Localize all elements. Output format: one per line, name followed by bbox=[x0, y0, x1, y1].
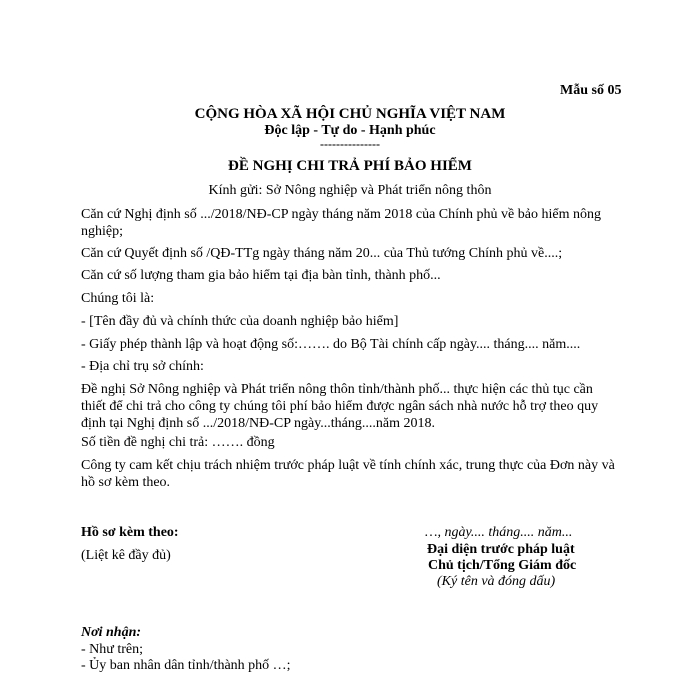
paragraph-we-are: Chúng tôi là: bbox=[81, 291, 155, 306]
signature-role-legal-rep: Đại diện trước pháp luật bbox=[427, 542, 575, 557]
form-number: Mẫu số 05 bbox=[560, 83, 622, 98]
paragraph-decree-basis: Căn cứ Nghị định số .../2018/NĐ-CP ngày tháng năm 2018 của Chính phủ về bảo hiểm nông nghiệp; bbox=[81, 207, 601, 239]
recipients-item: - Như trên; bbox=[81, 642, 144, 657]
signature-note: (Ký tên và đóng dấu) bbox=[437, 574, 556, 589]
paragraph-participant-basis: Căn cứ số lượng tham gia bảo hiểm tại địa bàn tỉnh, thành phố... bbox=[81, 268, 441, 283]
recipient-line: Kính gửi: Sở Nông nghiệp và Phát triển nông thôn bbox=[208, 183, 492, 198]
motto-rule: --------------- bbox=[320, 137, 380, 151]
signature-date: …, ngày.... tháng.... năm... bbox=[425, 525, 573, 540]
recipients-heading: Nơi nhận: bbox=[81, 625, 142, 640]
paragraph-request: Đề nghị Sở Nông nghiệp và Phát triển nông thôn tỉnh/thành phố... thực hiện các thủ tục cần thiết để chi trả cho công ty chúng tôi phí bảo hiểm được ngân sách nhà nước hỗ trợ theo quy định tại Nghị định số .../2018/NĐ-CP ngày...tháng....năm 2018. bbox=[81, 382, 599, 431]
recipients-item: - Ủy ban nhân dân tỉnh/thành phố …; bbox=[81, 658, 291, 673]
attachments-heading: Hồ sơ kèm theo: bbox=[81, 525, 179, 540]
signature-role-chairman: Chủ tịch/Tổng Giám đốc bbox=[428, 558, 577, 573]
paragraph-company-name: - [Tên đầy đủ và chính thức của doanh nghiệp bảo hiểm] bbox=[81, 314, 399, 329]
paragraph-decision-basis: Căn cứ Quyết định số /QĐ-TTg ngày tháng năm 20... của Thủ tướng Chính phủ về....; bbox=[81, 246, 563, 261]
national-title: CỘNG HÒA XÃ HỘI CHỦ NGHĨA VIỆT NAM bbox=[194, 106, 506, 122]
document-title: ĐỀ NGHỊ CHI TRẢ PHÍ BẢO HIỂM bbox=[228, 158, 472, 174]
paragraph-commitment: Công ty cam kết chịu trách nhiệm trước pháp luật về tính chính xác, trung thực của Đơn này và hồ sơ kèm theo. bbox=[81, 458, 615, 490]
paragraph-address: - Địa chỉ trụ sở chính: bbox=[81, 359, 204, 374]
attachments-note: (Liệt kê đầy đủ) bbox=[81, 548, 171, 563]
paragraph-license: - Giấy phép thành lập và hoạt động số:……. do Bộ Tài chính cấp ngày.... tháng.... năm.... bbox=[81, 337, 581, 352]
national-motto: Độc lập - Tự do - Hạnh phúc bbox=[264, 123, 436, 138]
paragraph-amount: Số tiền đề nghị chi trả: ……. đồng bbox=[81, 435, 275, 450]
